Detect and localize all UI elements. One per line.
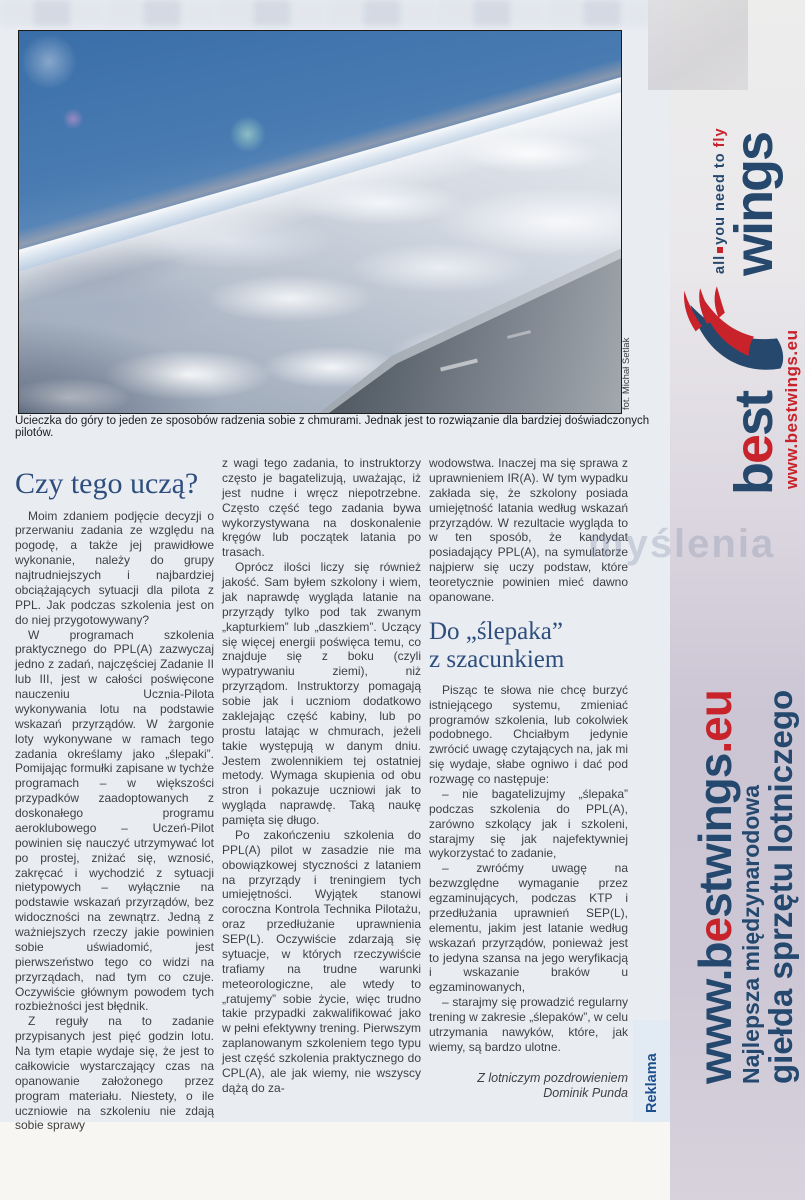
banner-line3: giełda sprzętu lotniczego	[761, 689, 799, 1084]
paragraph: Pisząc te słowa nie chcę burzyć istniejącego systemu, zmieniać programów szkolenia, lub cokolwiek podobnego. Chciałbym jedynie zwrócić uwagę czytających na, jak mi się wydaje, słabe ogniwo i dać pod rozwagę co następuje:	[429, 682, 628, 786]
banner-line2: Najlepsza międzynarodowa	[737, 784, 764, 1084]
print-bleedthrough-band	[0, 0, 650, 26]
bestwings-wing-icon	[678, 282, 784, 386]
bestwings-banner	[689, 616, 805, 1084]
paragraph: z wagi tego zadania, to instruktorzy często je bagatelizują, uważając, iż jest nudne i wręcz niepotrzebne. Często część tego zadania bywa wykorzystywana na doskonalenie kręgów lub początek latania po trasach.	[222, 456, 421, 560]
banner-url	[689, 616, 741, 1084]
bestwings-url-small: www.bestwings.eu	[782, 329, 801, 489]
paragraph: wodowstwa. Inaczej ma się sprawa z uprawnieniem IR(A). W tym wypadku zakłada się, że szkolony posiada umiejętność latania według wskazań przyrządów. W rezultacie wygląda to w ten sposób, że kandydat posiadający PPL(A), na symulatorze najpierw się uczy podstaw, które teoretycznie powinien mieć dawno opanowane.	[429, 456, 628, 604]
bestwings-logo	[678, 65, 800, 495]
tagline-fly: fly	[712, 127, 729, 148]
paragraph: Moim zdaniem podjęcie decyzji o przerwaniu zadania ze względu na pogodę, a także jej prawidłowe wykonanie, należy do grupy najtrudniejszych i najbardziej obciążających sytuacji dla pilota z PPL. Jak podczas szkolenia jest on do niej przygotowywany?	[15, 508, 214, 627]
signoff-line2: Dominik Punda	[543, 1086, 628, 1101]
paragraph: Oprócz ilości liczy się również jakość. Sam byłem szkolony i wiem, jak naprawdę wygląda latanie na przyrządy tylko pod tak zwanym „kapturkiem” lub „daszkiem”. Uczący się więcej energii poświęca temu, co znajduje się z boku (czyli wypatrywaniu ziemi), niż przyrządom. Instruktorzy pomagają sobie jak i uczniom dodatkowo zaklejając część kabiny, lub po prostu latając w chmurach, jeżeli takie występują w danym dniu. Jestem zwolennikiem tej ostatniej metody. Wymaga skupienia od obu stron i pokazuje uczniowi jak to wygląda naprawdę. Taką naukę pamięta się długo.	[222, 560, 421, 827]
paragraph: – nie bagatelizujmy „ślepaka” podczas szkolenia do PPL(A), zarówno szkolący jak i szkoleni, starajmy się jak najefektywniej wykorzystać to zadanie,	[429, 786, 628, 861]
clouds-photo	[18, 30, 622, 414]
banner-url-p2: stwings	[689, 753, 741, 918]
banner-url-e: e	[689, 917, 741, 943]
article-heading: Czy tego uczą?	[15, 467, 199, 500]
article-column-2	[222, 456, 421, 1096]
tagline-all: all	[712, 254, 729, 274]
logo-word-best	[724, 391, 785, 495]
section-heading	[429, 618, 628, 674]
logo-wings-wrap	[712, 127, 785, 276]
tagline-mid: you need to	[712, 152, 729, 245]
paragraph: W programach szkolenia praktycznego do PPL(A) zazwyczaj jedno z zadań, najczęściej Zadanie II lub III, jest w całości poświęcone nauczeniu Ucznia-Pilota wykonywania lotu na podstawie wskazań przyrządów. W żargonie loty wykonywane w ramach tego zadania określamy jako „ślepaki”. Pomijając formułki zapisane w tychże programach – w większości przypadków zaadoptowanych z doskonałego programu aeroklubowego – Uczeń-Pilot powinien się nauczyć utrzymywać lot po prostej, zniżać się, wznosić, zakręcać i wychodzić z sytuacji nietypowych – wyłącznie na podstawie wskazań przyrządów, bez widoczności na zewnątrz. Jedną z ważniejszych rzeczy jakie powinien sobie uświadomić, jest pierwszeństwo tego co widzi na przyrządach, nad tym co czuje. Oczywiście głównym powodem tych rozbieżności jest błędnik.	[15, 627, 214, 1014]
banner-url-eu: .eu	[689, 690, 741, 754]
paragraph: – zwróćmy uwagę na bezwzględne wymaganie przez egzaminujących, podczas KTP i przedłużania uprawnień SEP(L), elementu, jakim jest latanie według wskazań przyrządów, ponieważ jest to jedyna szansa na jego weryfikacją i wskazanie braków u egzaminowanych,	[429, 861, 628, 995]
photo-credit: fot. Michał Setlak	[621, 337, 632, 410]
paragraph: Po zakończeniu szkolenia do PPL(A) pilot w zasadzie nie ma obowiązkowej styczności z lataniem na przyrządy i treningiem tych umiejętności. Wyjątek stanowi coroczna Kontrola Technika Pilotażu, oraz przedłużanie uprawnienia SEP(L). Oczywiście zdarzają się sytuacje, w których rzeczywiście trafiamy na trudne warunki meteorologiczne, ale wtedy to „ratujemy” sobie życie, więc trudno takie przypadki zakwalifikować jako w pełni efektywny trening. Pierwszym zaplanowanym szkoleniem tego typu jest część szkolenia praktycznego do CPL(A), ale jak wiemy, nie wszyscy dążą do za-	[222, 827, 421, 1095]
article-column-1	[15, 468, 214, 1133]
red-square-bullet	[717, 247, 723, 253]
signoff	[429, 1071, 628, 1102]
logo-word-wings: wings	[724, 132, 785, 276]
logo-best-e: e	[724, 435, 785, 464]
reklama-label: Reklama	[644, 1053, 660, 1113]
print-bleedthrough-word: myślenia	[588, 522, 776, 566]
paragraph: Z reguły na to zadanie przypisanych jest pięć godzin lotu. Na tym etapie wydaje się, że jest to całkowicie wystarczający czas na opanowanie założonego przez program materiału. Niestety, o ile uczniowie na szkoleniu nie zdają sobie sprawy	[15, 1014, 214, 1133]
photo-caption: Ucieczka do góry to jeden ze sposobów radzenia sobie z chmurami. Jednak jest to rozwiązanie dla bardziej doświadczonych pilotów.	[15, 415, 650, 439]
paragraph: – starajmy się prowadzić regularny trening w zakresie „ślepaków”, w celu utrzymania nawyków, które, jak wiemy, są bardzo ulotne.	[429, 995, 628, 1054]
banner-url-p1: www.b	[689, 942, 741, 1084]
signoff-line1: Z lotniczym pozdrowieniem	[477, 1070, 628, 1085]
logo-best-b: b	[724, 464, 785, 495]
section-heading-line2: z szacunkiem	[429, 645, 565, 673]
logo-best-st: st	[724, 391, 785, 436]
section-heading-line1: Do „ślepaka”	[429, 617, 563, 645]
bestwings-logo-row	[678, 65, 785, 495]
